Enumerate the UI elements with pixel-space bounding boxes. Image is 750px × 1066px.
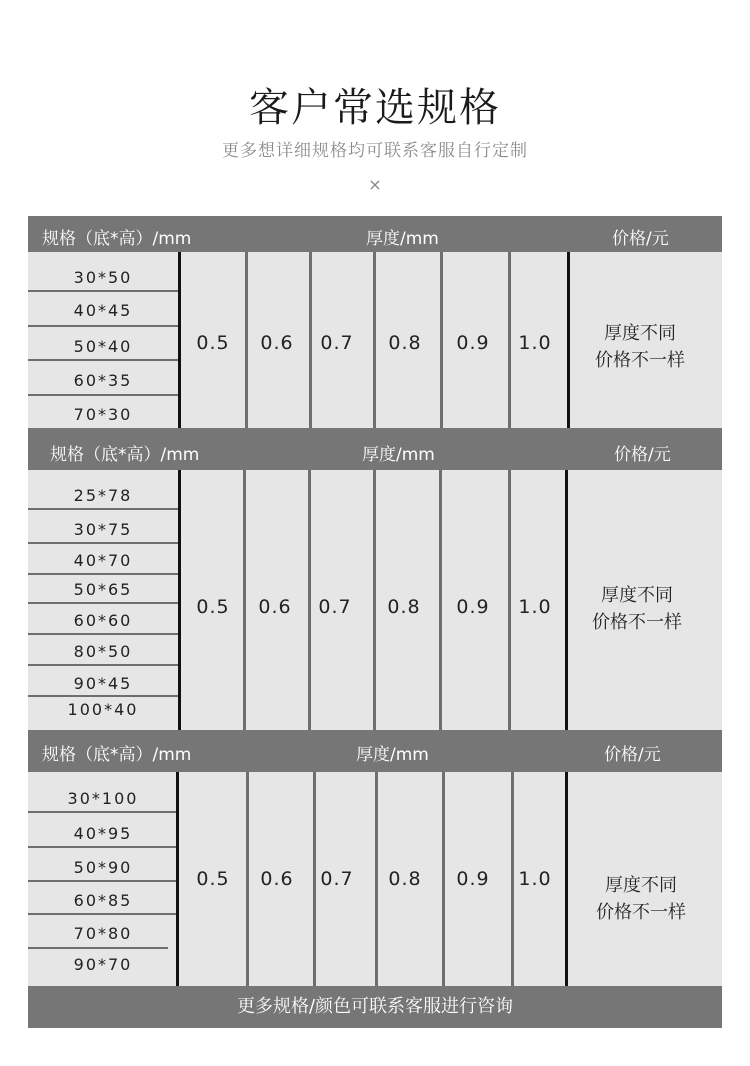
price-note <box>565 320 715 374</box>
price-column-header: 价格/元 <box>614 445 671 465</box>
size-column-header: 规格（底*高）/mm <box>42 745 192 765</box>
page-title: 客户常选规格 <box>249 85 501 131</box>
size-item: 60*85 <box>73 891 133 910</box>
thickness-column-header: 厚度/mm <box>362 445 435 465</box>
size-item: 30*100 <box>67 789 139 808</box>
price-note-line1: 厚度不同 <box>604 323 676 344</box>
thickness-value: 0.6 <box>260 868 294 890</box>
row-divider <box>28 947 168 949</box>
thickness-value: 0.5 <box>196 332 230 354</box>
size-item: 60*35 <box>73 371 133 390</box>
size-item: 60*60 <box>73 611 133 630</box>
size-column-header: 规格（底*高）/mm <box>42 229 192 249</box>
row-divider <box>28 602 178 604</box>
size-item: 70*80 <box>73 924 133 943</box>
section-header <box>28 730 722 772</box>
column-divider <box>178 470 181 730</box>
section-body <box>28 252 722 428</box>
row-divider <box>28 394 178 396</box>
thickness-value: 1.0 <box>518 596 552 618</box>
footer-banner: 更多规格/颜色可联系客服进行咨询 <box>28 986 722 1028</box>
thickness-value: 0.6 <box>258 596 292 618</box>
thickness-value: 0.5 <box>196 596 230 618</box>
size-item: 30*50 <box>73 268 133 287</box>
size-item: 40*95 <box>73 824 133 843</box>
row-divider <box>28 913 178 915</box>
size-item: 50*90 <box>73 858 133 877</box>
section-body <box>28 470 722 730</box>
size-list <box>28 772 178 986</box>
size-item: 40*45 <box>73 301 133 320</box>
row-divider <box>28 508 178 510</box>
size-list <box>28 252 178 428</box>
thickness-value: 0.8 <box>387 596 421 618</box>
price-note <box>562 582 712 636</box>
thickness-value: 0.7 <box>318 596 352 618</box>
section-header <box>28 428 722 470</box>
thickness-value: 0.7 <box>320 332 354 354</box>
price-note <box>566 872 716 926</box>
row-divider <box>28 290 178 292</box>
size-item: 30*75 <box>73 520 133 539</box>
row-divider <box>28 542 178 544</box>
thickness-value: 0.8 <box>388 332 422 354</box>
size-item: 100*40 <box>67 700 139 719</box>
size-item: 25*78 <box>73 486 133 505</box>
thickness-value: 0.9 <box>456 596 490 618</box>
row-divider <box>28 325 178 327</box>
row-divider <box>28 664 178 666</box>
price-note-line1: 厚度不同 <box>605 875 677 896</box>
thickness-value: 0.7 <box>320 868 354 890</box>
price-note-line2: 价格不一样 <box>596 902 686 923</box>
thickness-value: 0.9 <box>456 332 490 354</box>
size-item: 90*45 <box>73 674 133 693</box>
close-icon: × <box>368 175 382 194</box>
spec-section-2 <box>28 428 722 730</box>
thickness-column-header: 厚度/mm <box>366 229 439 249</box>
row-divider <box>28 880 178 882</box>
row-divider <box>28 695 178 697</box>
size-item: 70*30 <box>73 405 133 424</box>
price-note-line2: 价格不一样 <box>592 612 682 633</box>
row-divider <box>28 811 178 813</box>
thickness-value: 1.0 <box>518 332 552 354</box>
thickness-value: 0.5 <box>196 868 230 890</box>
size-item: 50*65 <box>73 580 133 599</box>
size-item: 90*70 <box>73 955 133 974</box>
price-note-line1: 厚度不同 <box>601 585 673 606</box>
size-item: 50*40 <box>73 337 133 356</box>
row-divider <box>28 846 178 848</box>
column-divider <box>176 772 179 986</box>
row-divider <box>28 633 178 635</box>
page-subtitle: 更多想详细规格均可联系客服自行定制 <box>222 141 528 161</box>
size-item: 80*50 <box>73 642 133 661</box>
thickness-value: 0.8 <box>388 868 422 890</box>
column-divider <box>439 470 442 730</box>
size-column-header: 规格（底*高）/mm <box>50 445 200 465</box>
thickness-column-header: 厚度/mm <box>356 745 429 765</box>
price-column-header: 价格/元 <box>612 229 669 249</box>
thickness-value: 1.0 <box>518 868 552 890</box>
thickness-value: 0.6 <box>260 332 294 354</box>
price-column-header: 价格/元 <box>604 745 661 765</box>
row-divider <box>28 573 178 575</box>
spec-section-3 <box>28 730 722 986</box>
size-item: 40*70 <box>73 551 133 570</box>
section-header <box>28 216 722 252</box>
row-divider <box>28 359 178 361</box>
column-divider <box>178 252 181 428</box>
thickness-value: 0.9 <box>456 868 490 890</box>
price-note-line2: 价格不一样 <box>595 350 685 371</box>
spec-section-1 <box>28 216 722 428</box>
section-body <box>28 772 722 986</box>
size-list <box>28 470 178 730</box>
